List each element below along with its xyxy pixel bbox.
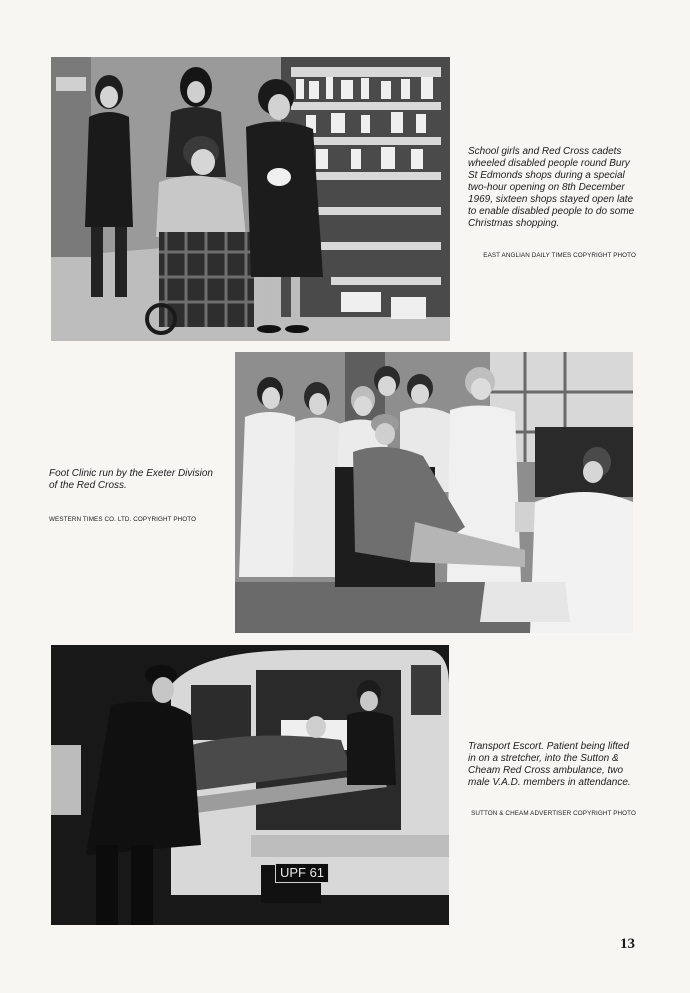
photo-shop-image xyxy=(51,57,450,341)
caption-ambulance: Transport Escort. Patient being lifted in on a stretcher, into the Sutton & Cheam Red Cross ambulance, two male V.A.D. members in attendance. xyxy=(468,741,631,788)
credit-shop: EAST ANGLIAN DAILY TIMES COPYRIGHT PHOTO xyxy=(483,252,636,259)
photo-ambulance-image xyxy=(51,645,449,925)
caption-foot-clinic: Foot Clinic run by the Exeter Division of the Red Cross. xyxy=(49,468,213,491)
caption-shop: School girls and Red Cross cadets wheeled disabled people round Bury St Edmonds shops during a special two-hour opening on 8th December 1969, sixteen shops stayed open late to enable disabled people to do some Christmas shopping. xyxy=(468,146,635,229)
photo-ambulance-stretcher xyxy=(51,645,449,925)
credit-foot-clinic: WESTERN TIMES CO. LTD. COPYRIGHT PHOTO xyxy=(49,516,197,523)
page-number: 13 xyxy=(620,936,635,952)
photo-foot-clinic-image xyxy=(235,352,633,633)
license-plate: UPF 61 xyxy=(275,863,329,883)
photo-shop-wheelchair xyxy=(51,57,450,341)
credit-ambulance: SUTTON & CHEAM ADVERTISER COPYRIGHT PHOTO xyxy=(471,810,636,817)
photo-foot-clinic xyxy=(235,352,633,633)
